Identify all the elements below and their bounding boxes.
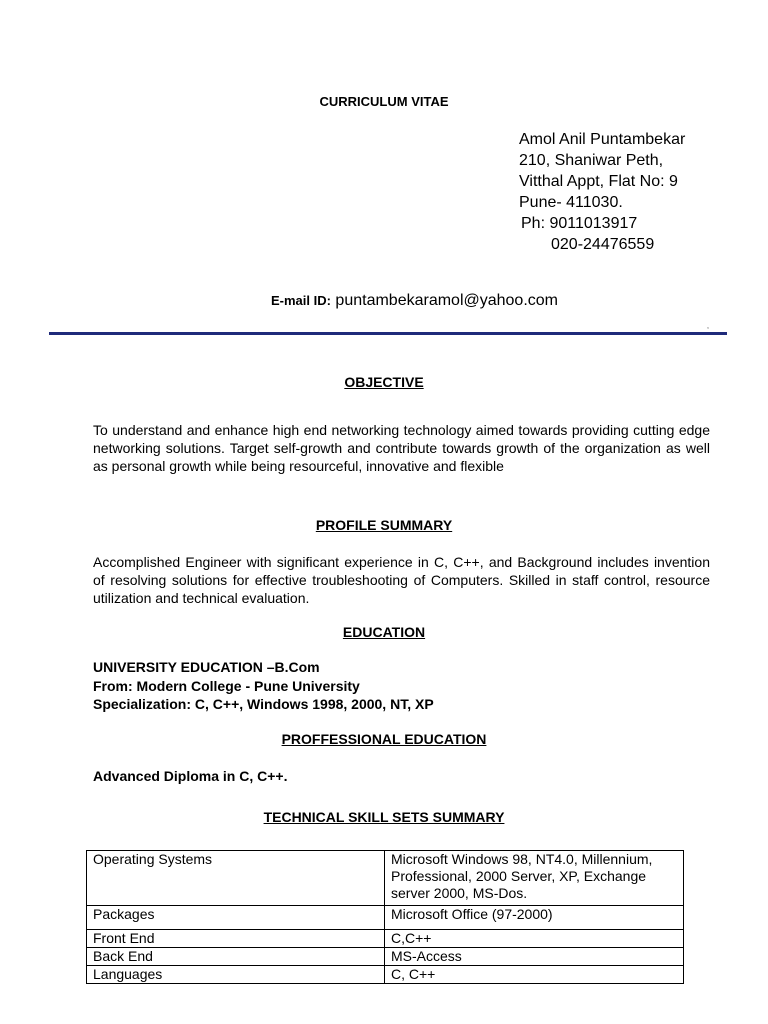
phone-number: Ph: 9011013917 — [521, 215, 638, 232]
email-line — [271, 292, 558, 310]
education-line: Specialization: C, C++, Windows 1998, 2000, NT, XP — [93, 696, 434, 712]
table-row — [87, 930, 684, 948]
skill-value: MS-Access — [385, 948, 684, 966]
table-row — [87, 851, 684, 906]
candidate-name: Amol Anil Puntambekar — [519, 131, 686, 148]
professional-education-heading: PROFFESSIONAL EDUCATION — [281, 731, 487, 747]
skill-category: Operating Systems — [87, 851, 385, 906]
skill-category: Languages — [87, 966, 385, 984]
objective-heading: OBJECTIVE — [344, 374, 424, 390]
phone-number-alt: 020-24476559 — [551, 236, 655, 253]
skill-category: Front End — [87, 930, 385, 948]
profile-summary-heading: PROFILE SUMMARY — [315, 517, 453, 533]
skill-category: Back End — [87, 948, 385, 966]
address-line: Pune- 411030. — [519, 194, 623, 211]
table-row — [87, 906, 684, 930]
email-address: puntambekaramol@yahoo.com — [335, 292, 558, 309]
document-title: CURRICULUM VITAE — [319, 94, 449, 109]
professional-education-line: Advanced Diploma in C, C++. — [93, 768, 288, 784]
profile-summary-text: Accomplished Engineer with significant experience in C, C++, and Background includes invention of resolving solutions for effective troubleshooting of Computers. Skilled in staff control, resource utilization and technical evaluation. — [93, 554, 710, 606]
header-divider — [49, 332, 727, 335]
divider-mark: , — [707, 323, 709, 330]
skills-table — [86, 850, 684, 984]
skills-heading: TECHNICAL SKILL SETS SUMMARY — [263, 809, 505, 825]
education-line: UNIVERSITY EDUCATION –B.Com — [93, 659, 320, 675]
address-line: 210, Shaniwar Peth, — [519, 152, 664, 169]
education-line: From: Modern College - Pune University — [93, 678, 360, 694]
skill-value: Microsoft Windows 98, NT4.0, Millennium, Professional, 2000 Server, XP, Exchange server 2000, MS-Dos. — [385, 851, 684, 906]
address-line: Vitthal Appt, Flat No: 9 — [519, 173, 678, 190]
skill-value: C,C++ — [385, 930, 684, 948]
table-row — [87, 948, 684, 966]
email-label: E-mail ID: — [271, 293, 331, 308]
address-block — [519, 129, 685, 255]
education-heading: EDUCATION — [342, 624, 426, 640]
table-row — [87, 966, 684, 984]
objective-text: To understand and enhance high end networking technology aimed towards providing cutting edge networking solutions. Target self-growth and contribute towards growth of the organization as well as personal growth while being resourceful, innovative and flexible — [93, 422, 710, 474]
skill-value: Microsoft Office (97-2000) — [385, 906, 684, 930]
skill-value: C, C++ — [385, 966, 684, 984]
skill-category: Packages — [87, 906, 385, 930]
